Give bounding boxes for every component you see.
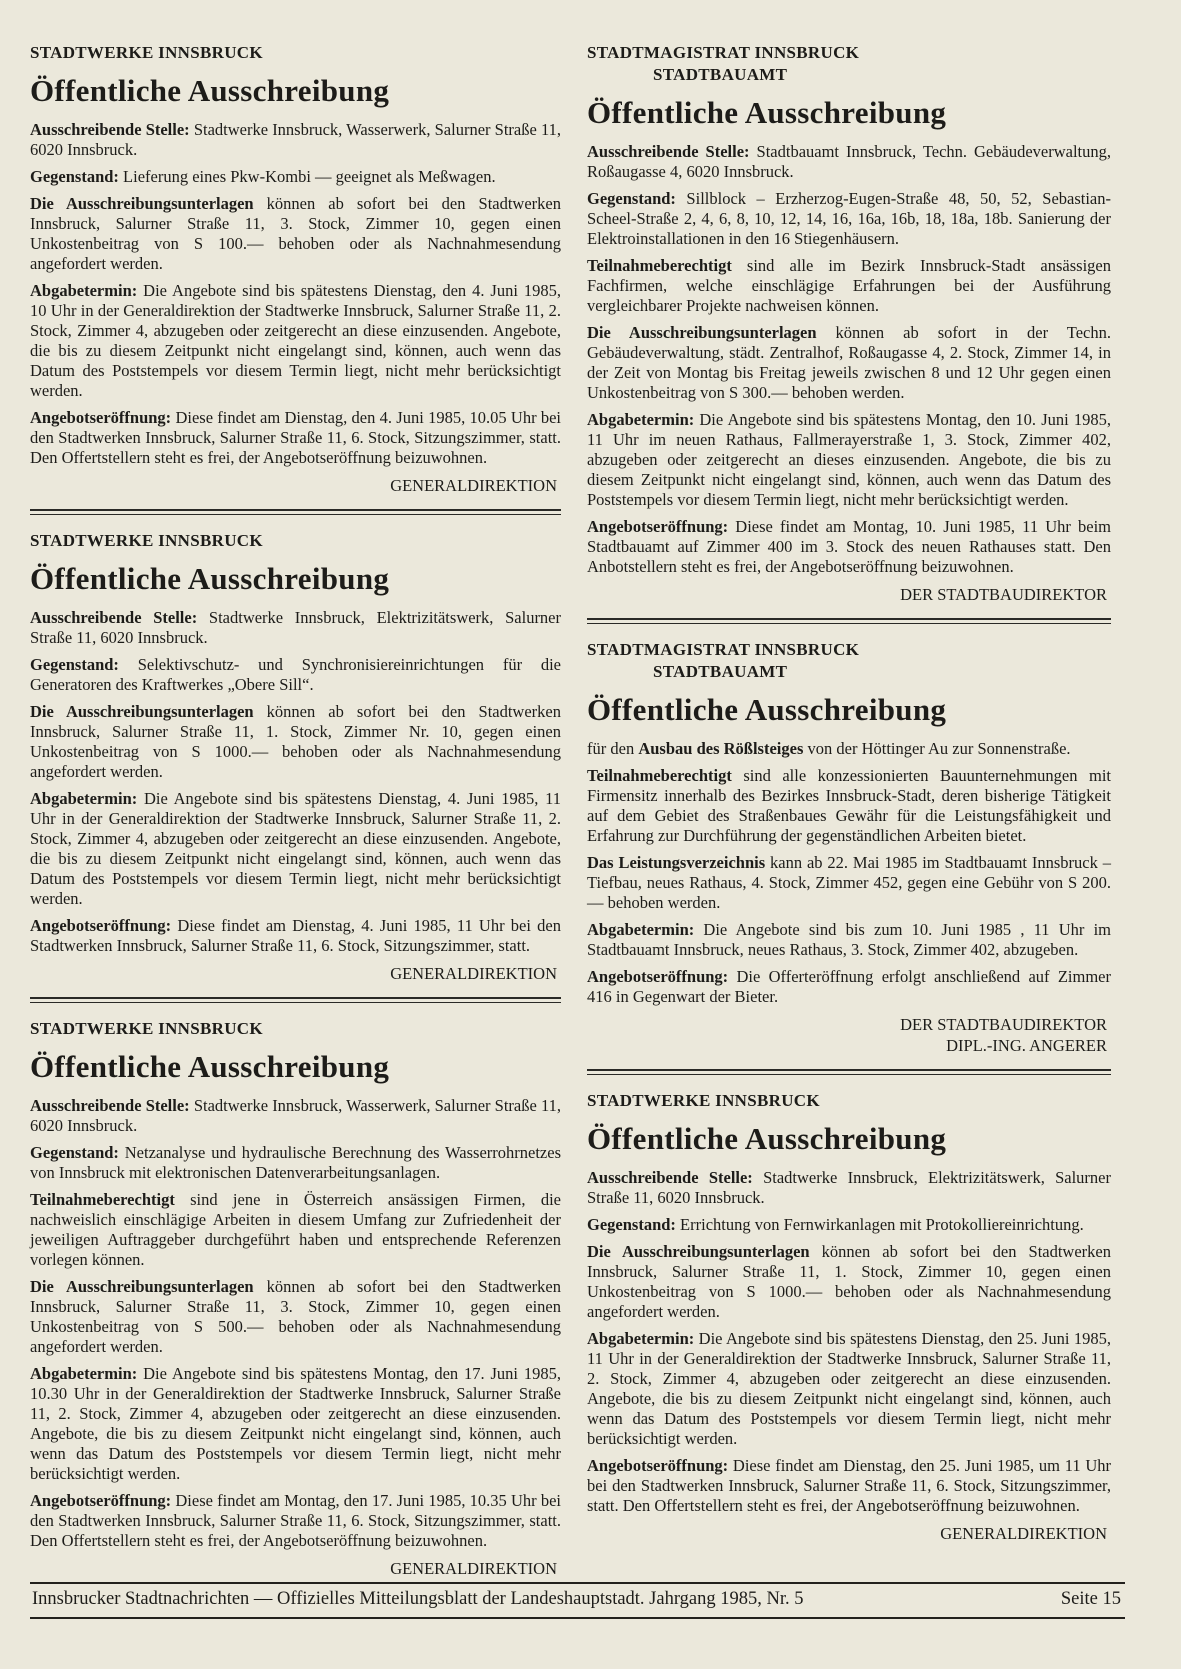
- body-text: sind alle im Bezirk Innsbruck-Stadt ansässigen Fachfirmen, welche einschlägige Erfahrungen bei der Ausführung vergleichbarer Projekte nachweisen können.: [587, 256, 1111, 315]
- lead-label: Die Ausschreibungsunterlagen: [587, 1242, 810, 1261]
- lead-label: Abgabetermin:: [30, 1364, 138, 1383]
- org-line: STADTMAGISTRAT INNSBRUCK: [587, 43, 860, 62]
- notice-body: [587, 739, 1111, 1007]
- notice-section: [587, 1090, 1111, 1544]
- notice-section: [30, 1018, 561, 1579]
- notice-body: [30, 120, 561, 468]
- body-text: Die Angebote sind bis spätestens Dienstag, 4. Juni 1985, 11 Uhr in der Generaldirektion der Stadtwerke Innsbruck, Salurner Straße 11, 2. Stock, Zimmer 4, abzugeben oder zeitgerecht an diese einzusenden. Angebote, die bis zu diesem Zeitpunkt nicht eingelangt sind, können, auch wenn das Datum des Poststempels vor diesem Termin liegt, nicht mehr berücksichtigt werden.: [30, 789, 561, 908]
- body-text: Netzanalyse und hydraulische Berechnung des Wasserrohrnetzes von Innsbruck mit elektronischen Datenverarbeitungsanlagen.: [30, 1143, 561, 1182]
- org-line: STADTBAUAMT: [653, 662, 788, 681]
- lead-label: Gegenstand:: [587, 189, 676, 208]
- lead-label: Ausbau des Rößlsteiges: [638, 739, 804, 758]
- body-text: Stadtwerke Innsbruck, Elektrizitätswerk, Salurner Straße 11, 6020 Innsbruck.: [30, 608, 562, 647]
- lead-label: Abgabetermin:: [587, 410, 695, 429]
- section-divider: [30, 509, 561, 515]
- signature-line: GENERALDIREKTION: [940, 1524, 1107, 1543]
- body-text: Die Angebote sind bis spätestens Montag, den 10. Juni 1985, 11 Uhr im neuen Rathaus, Fallmerayerstraße 1, 3. Stock, Zimmer 402, abzugeben oder zeitgerecht an dieses einzusenden. Angebote, die bis zu diesem Zeitpunkt nicht eingelangt sind, können, auch wenn das Datum des Poststempels vor diesem Termin liegt, nicht mehr berücksichtigt werden.: [587, 410, 1111, 509]
- lead-label: Ausschreibende Stelle:: [587, 1168, 753, 1187]
- lead-label: Ausschreibende Stelle:: [30, 608, 198, 627]
- issuing-org: [587, 1090, 1111, 1112]
- lead-label: Teilnahmeberechtigt: [587, 766, 732, 785]
- body-text: Die Angebote sind bis spätestens Dienstag, den 4. Juni 1985, 10 Uhr in der Generaldirektion der Stadtwerke Innsbruck, Salurner Straße 11, 2. Stock, Zimmer 4, abzugeben oder zeitgerecht an diese einzusenden. Angebote, die bis zu diesem Zeitpunkt nicht eingelangt sind, können, auch wenn das Datum des Poststempels vor diesem Termin liegt, nicht mehr berücksichtigt werden.: [30, 281, 561, 400]
- right-column: [587, 42, 1111, 1581]
- body-text: Diese findet am Montag, 10. Juni 1985, 11 Uhr beim Stadtbauamt auf Zimmer 400 im 3. Stock des neuen Rathauses statt. Den Anbotstellern steht es frei, der Angebotseröffnung beizuwohnen.: [587, 517, 1111, 576]
- lead-label: Angebotseröffnung:: [587, 1456, 729, 1475]
- paragraph: [587, 853, 1111, 913]
- lead-label: Abgabetermin:: [30, 789, 138, 808]
- lead-label: Die Ausschreibungsunterlagen: [30, 194, 254, 213]
- body-text: können ab sofort bei den Stadtwerken Innsbruck, Salurner Straße 11, 1. Stock, Zimmer Nr. 10, gegen einen Unkostenbeitrag von S 1000.— behoben oder als Nachnahmesendung angefordert werden.: [30, 702, 561, 781]
- paragraph: [587, 323, 1111, 403]
- lead-label: Angebotseröffnung:: [30, 408, 172, 427]
- signature-line: GENERALDIREKTION: [390, 1559, 557, 1578]
- notice-section: [30, 530, 561, 984]
- lead-label: Das Leistungsverzeichnis: [587, 853, 766, 872]
- lead-label: Teilnahmeberechtigt: [30, 1190, 175, 1209]
- lead-label: Ausschreibende Stelle:: [587, 142, 750, 161]
- body-text: Selektivschutz- und Synchronisiereinrichtungen für die Generatoren des Kraftwerkes „Obere Sill“.: [30, 655, 561, 694]
- paragraph: [587, 142, 1111, 182]
- paragraph: [30, 194, 561, 274]
- org-line: STADTWERKE INNSBRUCK: [30, 531, 263, 550]
- lead-label: Gegenstand:: [30, 1143, 119, 1162]
- notice-title: Öffentliche Ausschreibung: [30, 1049, 390, 1084]
- body-text: Stadtwerke Innsbruck, Wasserwerk, Salurner Straße 11, 6020 Innsbruck.: [30, 1096, 561, 1135]
- body-text: können ab sofort in der Techn. Gebäudeverwaltung, städt. Zentralhof, Roßaugasse 4, 2. Stock, Zimmer 14, in der Zeit von Montag bis Freitag jeweils zwischen 8 und 12 Uhr gegen einen Unkostenbeitrag von S 300.— behoben werden.: [587, 323, 1111, 402]
- section-divider: [587, 1069, 1111, 1075]
- org-line: STADTMAGISTRAT INNSBRUCK: [587, 640, 860, 659]
- body-text: sind alle konzessionierten Bauunternehmungen mit Firmensitz innerhalb des Bezirkes Innsbruck-Stadt, deren bisherige Tätigkeit auf dem Gebiet des Straßenbaues Gewähr für die Leistungsfähigkeit und Erfahrung zur Durchführung der gegenständlichen Arbeiten bietet.: [587, 766, 1111, 845]
- lead-label: Ausschreibende Stelle:: [30, 1096, 190, 1115]
- paragraph: [30, 1143, 561, 1183]
- paragraph: [587, 1456, 1111, 1516]
- body-text: Die Angebote sind bis zum 10. Juni 1985 , 11 Uhr im Stadtbauamt Innsbruck, neues Rathaus, 3. Stock, Zimmer 402, abzugeben.: [587, 920, 1111, 959]
- lead-label: Teilnahmeberechtigt: [587, 256, 732, 275]
- org-line: STADTWERKE INNSBRUCK: [30, 43, 263, 62]
- lead-label: Angebotseröffnung:: [587, 517, 729, 536]
- left-column: [30, 42, 561, 1581]
- notice-title: Öffentliche Ausschreibung: [587, 95, 947, 130]
- body-text: Errichtung von Fernwirkanlagen mit Protokolliereinrichtung.: [675, 1215, 1084, 1234]
- body-text: können ab sofort bei den Stadtwerken Innsbruck, Salurner Straße 11, 3. Stock, Zimmer 10, gegen einen Unkostenbeitrag von S 500.— behoben oder als Nachnahmesendung angefordert werden.: [30, 1277, 561, 1356]
- lead-label: Gegenstand:: [30, 655, 119, 674]
- lead-label: Abgabetermin:: [30, 281, 138, 300]
- paragraph: [587, 739, 1111, 759]
- issuing-org: [587, 42, 1111, 86]
- paragraph: [30, 167, 561, 187]
- body-text: Stadtwerke Innsbruck, Wasserwerk, Salurner Straße 11, 6020 Innsbruck.: [30, 120, 561, 159]
- paragraph: [30, 916, 561, 956]
- footer-page-number: Seite 15: [1060, 1589, 1121, 1609]
- signature-block: [30, 1558, 561, 1579]
- body-text: von der Höttinger Au zur Sonnenstraße.: [803, 739, 1071, 758]
- lead-label: Die Ausschreibungsunterlagen: [30, 1277, 254, 1296]
- paragraph: [30, 281, 561, 401]
- body-text: Diese findet am Montag, den 17. Juni 1985, 10.35 Uhr bei den Stadtwerken Innsbruck, Salurner Straße 11, 6. Stock, Sitzungszimmer, statt. Den Offertstellern steht es frei, der Angebotseröffnung beizuwohnen.: [30, 1491, 561, 1550]
- paragraph: [30, 1491, 561, 1551]
- body-text: Diese findet am Dienstag, 4. Juni 1985, 11 Uhr bei den Stadtwerken Innsbruck, Salurner Straße 11, 6. Stock, Sitzungszimmer, statt.: [30, 916, 561, 955]
- paragraph: [587, 1215, 1111, 1235]
- signature-line: DIPL.-ING. ANGERER: [946, 1036, 1107, 1055]
- paragraph: [587, 1242, 1111, 1322]
- paragraph: [30, 655, 561, 695]
- lead-label: Abgabetermin:: [587, 1329, 695, 1348]
- signature-block: [30, 963, 561, 984]
- notice-section: [587, 42, 1111, 605]
- notice-title: Öffentliche Ausschreibung: [30, 73, 390, 108]
- org-line: STADTWERKE INNSBRUCK: [30, 1019, 263, 1038]
- org-line: STADTWERKE INNSBRUCK: [587, 1091, 820, 1110]
- signature-block: [587, 584, 1111, 605]
- notice-section: [587, 639, 1111, 1056]
- paragraph: [587, 967, 1111, 1007]
- body-text: können ab sofort bei den Stadtwerken Innsbruck, Salurner Straße 11, 3. Stock, Zimmer 10, gegen einen Unkostenbeitrag von S 100.— behoben oder als Nachnahmesendung angefordert werden.: [30, 194, 561, 273]
- lead-label: Abgabetermin:: [587, 920, 695, 939]
- body-text: Sillblock – Erzherzog-Eugen-Straße 48, 50, 52, Sebastian-Scheel-Straße 2, 4, 6, 8, 10, 12, 14, 16, 16a, 16b, 18, 18a, 18b. Sanierung der Elektroinstallationen in den 16 Stiegenhäusern.: [587, 189, 1111, 248]
- body-text: Diese findet am Dienstag, den 4. Juni 1985, 10.05 Uhr bei den Stadtwerken Innsbruck, Salurner Straße 11, 6. Stock, Sitzungszimmer, statt. Den Offertstellern steht es frei, der Angebotseröffnung beizuwohnen.: [30, 408, 561, 467]
- signature-block: [587, 1014, 1111, 1056]
- signature-line: GENERALDIREKTION: [390, 476, 557, 495]
- page-footer: [30, 1582, 1125, 1619]
- notice-title: Öffentliche Ausschreibung: [30, 561, 390, 596]
- paragraph: [587, 1329, 1111, 1449]
- body-text: Lieferung eines Pkw-Kombi — geeignet als Meßwagen.: [118, 167, 496, 186]
- paragraph: [30, 1277, 561, 1357]
- body-text: Die Offerteröffnung erfolgt anschließend auf Zimmer 416 in Gegenwart der Bieter.: [587, 967, 1111, 1006]
- org-line: STADTBAUAMT: [653, 65, 788, 84]
- body-text: Die Angebote sind bis spätestens Dienstag, den 25. Juni 1985, 11 Uhr in der Generaldirektion der Stadtwerke Innsbruck, Salurner Straße 11, 2. Stock, Zimmer 4, abzugeben oder zeitgerecht an diese einzusenden. Angebote, die bis zu diesem Zeitpunkt nicht eingelangt sind, können, auch wenn das Datum des Poststempels vor diesem Termin liegt, nicht mehr berücksichtigt werden.: [587, 1329, 1111, 1448]
- paragraph: [587, 410, 1111, 510]
- paragraph: [30, 1096, 561, 1136]
- lead-label: Die Ausschreibungsunterlagen: [30, 702, 254, 721]
- paragraph: [30, 702, 561, 782]
- lead-label: Angebotseröffnung:: [30, 1491, 172, 1510]
- issuing-org: [30, 530, 561, 552]
- paragraph: [587, 517, 1111, 577]
- paragraph: [30, 120, 561, 160]
- paragraph: [30, 1364, 561, 1484]
- body-text: Stadtbauamt Innsbruck, Techn. Gebäudeverwaltung, Roßaugasse 4, 6020 Innsbruck.: [587, 142, 1111, 181]
- paragraph: [30, 1190, 561, 1270]
- footer-publication-line: Innsbrucker Stadtnachrichten — Offizielles Mitteilungsblatt der Landeshauptstadt. Jahrgang 1985, Nr. 5: [32, 1589, 804, 1609]
- body-text: Die Angebote sind bis spätestens Montag, den 17. Juni 1985, 10.30 Uhr in der Generaldirektion der Stadtwerke Innsbruck, Salurner Straße 11, 2. Stock, Zimmer 4, abzugeben oder zeitgerecht an diese einzusenden. Angebote, die bis zu diesem Zeitpunkt nicht eingelangt sind, können, auch wenn das Datum des Poststempels vor diesem Termin liegt, nicht mehr berücksichtigt werden.: [30, 1364, 561, 1483]
- signature-line: DER STADTBAUDIREKTOR: [900, 1015, 1107, 1034]
- notice-body: [30, 1096, 561, 1551]
- section-divider: [587, 618, 1111, 624]
- section-divider: [30, 997, 561, 1003]
- paragraph: [587, 766, 1111, 846]
- body-text: kann ab 22. Mai 1985 im Stadtbauamt Innsbruck – Tiefbau, neues Rathaus, 4. Stock, Zimmer 452, gegen eine Gebühr von S 200.— behoben werden.: [587, 853, 1111, 912]
- issuing-org: [30, 42, 561, 64]
- notice-section: [30, 42, 561, 496]
- body-text: Stadtwerke Innsbruck, Elektrizitätswerk, Salurner Straße 11, 6020 Innsbruck.: [587, 1168, 1111, 1207]
- lead-label: Die Ausschreibungsunterlagen: [587, 323, 817, 342]
- issuing-org: [30, 1018, 561, 1040]
- lead-label: Ausschreibende Stelle:: [30, 120, 190, 139]
- body-text: können ab sofort bei den Stadtwerken Innsbruck, Salurner Straße 11, 1. Stock, Zimmer 10, gegen einen Unkostenbeitrag von S 1000.— behoben oder als Nachnahmesendung angefordert werden.: [587, 1242, 1111, 1321]
- lead-label: Angebotseröffnung:: [587, 967, 729, 986]
- paragraph: [587, 256, 1111, 316]
- signature-block: [30, 475, 561, 496]
- notice-body: [587, 142, 1111, 577]
- notice-body: [30, 608, 561, 956]
- lead-label: Angebotseröffnung:: [30, 916, 172, 935]
- paragraph: [30, 408, 561, 468]
- paragraph: [587, 920, 1111, 960]
- lead-label: Gegenstand:: [30, 167, 119, 186]
- signature-block: [587, 1523, 1111, 1544]
- paragraph: [30, 789, 561, 909]
- notice-title: Öffentliche Ausschreibung: [587, 1121, 947, 1156]
- paragraph: [587, 189, 1111, 249]
- paragraph: [30, 608, 561, 648]
- body-text: für den: [587, 739, 639, 758]
- signature-line: GENERALDIREKTION: [390, 964, 557, 983]
- notice-title: Öffentliche Ausschreibung: [587, 692, 947, 727]
- paragraph: [587, 1168, 1111, 1208]
- body-text: sind jene in Österreich ansässigen Firmen, die nachweislich einschlägige Arbeiten in diesem Umfang zur Zufriedenheit der jeweiligen Auftraggeber durchgeführt haben und entsprechende Referenzen vorlegen können.: [30, 1190, 561, 1269]
- issuing-org: [587, 639, 1111, 683]
- signature-line: DER STADTBAUDIREKTOR: [900, 585, 1107, 604]
- lead-label: Gegenstand:: [587, 1215, 676, 1234]
- notice-body: [587, 1168, 1111, 1516]
- body-text: Diese findet am Dienstag, den 25. Juni 1985, um 11 Uhr bei den Stadtwerken Innsbruck, Salurner Straße 11, 6. Stock, Sitzungszimmer, statt. Den Offertstellern steht es frei, der Angebotseröffnung beizuwohnen.: [587, 1456, 1111, 1515]
